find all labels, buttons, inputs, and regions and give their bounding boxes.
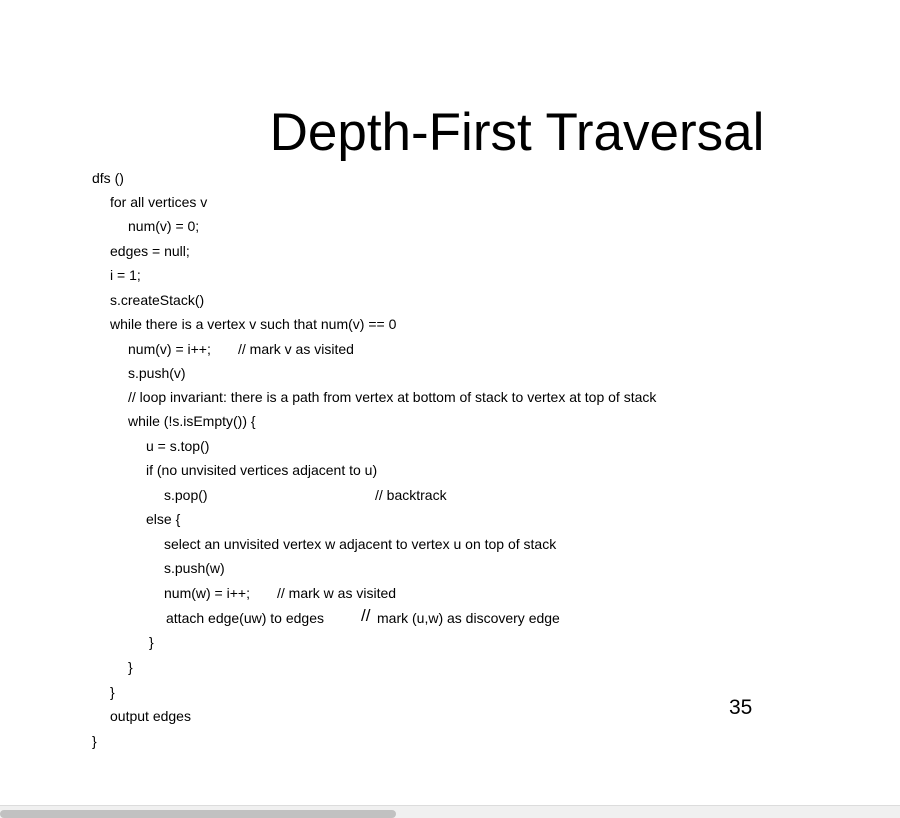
code-line: while there is a vertex v such that num(v) == 0 [110,316,397,332]
code-line: s.createStack() [110,292,205,308]
closing-brace: } [128,659,133,675]
code-line: s.push(w) [164,560,225,576]
code-segment: attach edge(uw) to edges [166,610,324,626]
scrollbar-thumb[interactable] [0,810,396,818]
code-segment: s.pop() [164,487,208,503]
code-line: i = 1; [110,267,141,283]
code-line: num(v) = 0; [128,218,200,234]
code-comment: // mark w as visited [277,585,397,601]
code-comment: // loop invariant: there is a path from vertex at bottom of stack to vertex at top of stack [128,389,657,405]
code-comment: mark (u,w) as discovery edge [377,610,560,626]
code-line [166,606,560,699]
code-line: else { [146,511,181,527]
code-comment: // mark v as visited [238,341,354,357]
code-comment: // backtrack [375,487,447,503]
code-line: for all vertices v [110,194,208,210]
closing-brace: } [92,733,97,749]
code-segment: num(w) = i++; [164,585,250,601]
comment-slashes: // [361,606,371,625]
closing-brace: } [149,634,154,650]
closing-brace: } [110,684,115,700]
horizontal-scrollbar[interactable] [0,805,900,818]
code-line: output edges [110,708,191,724]
code-line: if (no unvisited vertices adjacent to u) [146,462,378,478]
code-line: s.push(v) [128,365,186,381]
code-segment: num(v) = i++; [128,341,211,357]
page-number: 35 [729,696,753,719]
code-line: select an unvisited vertex w adjacent to vertex u on top of stack [164,536,557,552]
slide-title: Depth-First Traversal [269,103,765,162]
code-line: u = s.top() [146,438,210,454]
code-line: edges = null; [110,243,190,259]
code-line: while (!s.isEmpty()) { [128,413,256,429]
code-line: dfs () [92,170,124,186]
